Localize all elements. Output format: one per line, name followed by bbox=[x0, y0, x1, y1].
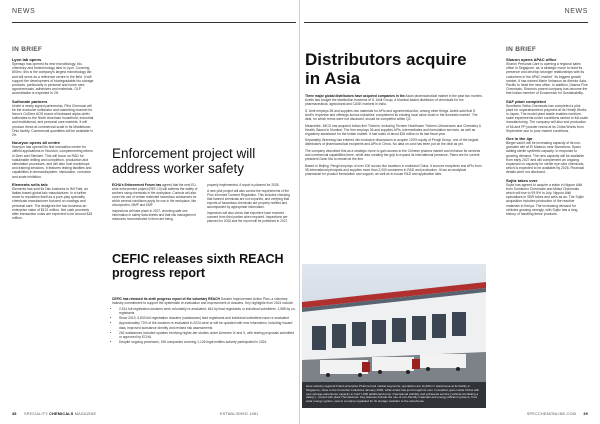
warehouse-photo bbox=[302, 264, 486, 382]
warehouse-illustration bbox=[302, 264, 486, 382]
brief-item-head: Gex in the 4pr bbox=[506, 136, 533, 142]
brief-item-text: Syensqo has opened its new microbiology, bio-chemistry and biotechnology labs in Lyon. Covering 800m², this is the company's largest microbiology lab and will serve as a reference centre in the field. It will support the development of biodegradable bio-storage products, particularly in personal and home care, agrochemicals, adhesives and materials. OLP accreditation is expected in 2H. bbox=[12, 62, 94, 96]
article-paragraph: Inspectors will also check that exporters have received consent from third parties when required. Inspections are planned for 2026 and the report will be published in 2027. bbox=[207, 211, 289, 223]
article-lead: CEFIC has released its sixth progress report of the voluntary REACH bbox=[112, 297, 220, 301]
list-item: • Despite ongoing processes, 196 companies covering 1,126 legal entities actively participated in 2024. bbox=[119, 340, 296, 344]
brief-item-head: Sharon opens APAC office bbox=[506, 57, 557, 62]
website-url: SPECCHEMONLINE.COM bbox=[526, 412, 576, 416]
header-rule bbox=[12, 22, 296, 23]
article-paragraph: Inspections will take place in 2027, checking safe use information in safety data sheets and that risk management measures recommended in them are being bbox=[112, 209, 196, 221]
article-lead: ECHA's Enforcement Forum has bbox=[112, 183, 162, 187]
brief-item-head: Nouryon opens all centre bbox=[12, 140, 61, 146]
brief-item-text: Nouryon has opened its first innovation centre for oilfield applications in Houston, complementing others in Deer and Stenden. This will focus on R&D for sustainable drilling and completion, production and stimulation processes, and will also host workshops and training sessions. It features testing facilities and capabilities in demand/system, stimulation, corrosion and scale inhibition. bbox=[12, 145, 93, 179]
list-item: • 2,514 full registration dossiers were voluntarily re-evaluated, 644 by lead registrants or individual submitters, 1,585 by co-registrants bbox=[119, 307, 296, 315]
article-text: Asian pharmaceutical market in the past two months. Azelis has bought the distribution business of S. Amit Group, a Mumbai-based distributor of chemicals for the pharmaceutical, agricultural and CASE markets in India. bbox=[305, 94, 483, 107]
article-paragraph: A new pilot project will also control the requirements of the Prior Informed Consent Regulation. This includes checking that banned chemicals are not exported, and verifying that exports of hazardous chemicals are properly notified and accompanied by appropriate information. bbox=[207, 189, 290, 209]
article-paragraph: Separately, Brenntag has entered into exclusive discussions to acquire 100% equity of Pengli Group, one of the largest distributors of pharmaceutical excipients and APIs in China. No data on cost has been put on the deal as yet. bbox=[305, 138, 479, 147]
enforcement-headline: Enforcement project will address worker safety bbox=[112, 146, 256, 176]
list-item: • Since 2019, 5,833 full registration dossiers (substances) lead registrants and individual submitters have re-evaluated bbox=[119, 316, 296, 320]
article-paragraph bbox=[112, 183, 201, 207]
article-column bbox=[112, 183, 201, 251]
right-in-brief bbox=[506, 46, 588, 218]
brief-item-text: Elements has sold its Talc business to IMI Fabi, an Italian-based global talc manufacturer, in a further move to reposition itself as a pure-play speciality chemicals manufacturer focused on coatings and personal care. The dealgives the talc business an enterprise value of $121 million. Net cash proceeds after transaction costs are expected to be around $18 million. bbox=[12, 186, 93, 221]
brief-item-head: Elements sells talc bbox=[12, 181, 48, 187]
page-number: 39 bbox=[583, 412, 588, 416]
brief-item-head: SAF plant completed bbox=[506, 98, 546, 104]
cefic-body bbox=[112, 297, 296, 345]
article-text: Dossier Improvement Action Plan, a voluntary industry commitment to support the systematic re-evaluation and improvement of dossiers. Key highlights from 2024 include: bbox=[112, 297, 294, 306]
brief-item-text: Under a newly signed partnership, Pilot Chemical will be the exclusive sulfonator and marketing channel for Nevo's CoZiere AOS brand of biobased alpha olefin sulfonates to the North American household, industrial and institutional, and personal care markets. It will produce these at commercial scale in its Middletown, Ohio facility. Commercial quantities will be available in 2H. bbox=[12, 103, 94, 138]
section-label: NEWS bbox=[564, 8, 588, 15]
list-item: • Approximately 73% of the dossiers re-evaluated in 2024 were or will be updated with new information, including hazard data, improved substance identity and revised risk assessments bbox=[119, 321, 296, 329]
page-number: 38 bbox=[12, 412, 17, 416]
brief-item-text: Biegel said it will be increasing capacity of its non-granules site at El Masnou near Barcelona, Spain, adding sterile synthetic capacity. In response to growing demand. The new capacity will be available from early 2027 and will complement an ongoing expansion in capacity for sterile eye care chemicals, which is expected to be available by 2026. Financial details were not disclosed. bbox=[506, 141, 585, 175]
distributors-body bbox=[305, 94, 483, 179]
highlights-list bbox=[112, 307, 296, 344]
brief-title: IN BRIEF bbox=[12, 46, 43, 53]
brief-item-head: Sojitz takes over bbox=[506, 177, 538, 183]
article-paragraph: S. Amit employs 38 and supplies raw materials for APIs and agrochemical AIs, among other things. Azelis said that S. Amit's 'expertise and offerings across industries' complement its existing local value chain in the domestic market'. The deal, for which terms were not disclosed, should be completed within Q2. bbox=[305, 108, 478, 121]
cefic-headline: CEFIC releases sixth REACH progress report bbox=[112, 252, 284, 280]
article-paragraph bbox=[305, 94, 483, 106]
list-item: • 262 substances included updates involving higher-tier studies under Annexes IX and X, with testing proposals submitted or approved by ECHA bbox=[119, 331, 296, 339]
distributors-headline: Distributors acquire in Asia bbox=[305, 50, 467, 88]
brief-title: IN BRIEF bbox=[506, 46, 537, 53]
article-text: agreed that the next EU-wide enforcement project (REF-13) will address the safety of workers using chemicals in the workplace. Controls will also cover the use of certain restricted hazardous substances for which several conditions apply for use in the workplace, like chloroprofen, MMP and DMF. bbox=[112, 183, 198, 207]
magazine-name: SPECIALITY CHEMICALS MAGAZINE bbox=[24, 412, 97, 416]
established-note: ESTABLISHED 1981 bbox=[220, 412, 259, 416]
header-rule bbox=[304, 22, 588, 23]
article-paragraph bbox=[112, 297, 296, 305]
article-column bbox=[207, 183, 296, 251]
brief-item-text: Sojitz has agreed to acquire a stake in Nippon Alkil from Sumitomo Chemicals and Mitsui Chemicals which will rise to 99.5% in July. Nippon Alkil specialises in SBR tubes and sells as an. The Sojitz acquisition includes production of the reactive materials in Kenya. The increasing demand for vehicles growing strongly, with Sojitz has a long history of handling these products. bbox=[506, 182, 584, 217]
article-paragraph: Based in Beijing, Pengli employs of over 100 across five locations in mainland China. It sources excipients and APIs from 35 international principals and supplies more than 2,000 customers in R&D and production. It has an analytical pharmacist for product formulation and support, as well as in-house R&D and application labs. bbox=[305, 163, 482, 176]
left-in-brief bbox=[12, 46, 94, 223]
brief-item-head: Lyon lab opens bbox=[12, 57, 42, 62]
section-label: NEWS bbox=[12, 8, 36, 15]
enforcement-body bbox=[112, 183, 296, 251]
article-paragraph: The company described this as a strategic move to gain access to the Chinese pharma market and enhance its services and commercial capabilities there, while also creating the grip to expand its international presence. Plans are for current president Dann Ma to remain at the firm. bbox=[305, 149, 481, 162]
article-paragraph: properly implemented. A report is planned for 2028. bbox=[207, 183, 280, 187]
brief-item-text: Sumitomo Seika Chemicals has completed a pilot plant for superabsorbent polymers at its Himeji Works in Japan. The model plant tackle enables medium-scale experiments under conditions similar to full-scale manufacturing. The company will also end production of Mi-and PP powder resins at its Chiba Works from September due to poor market conditions. bbox=[506, 103, 588, 133]
article-lead: Three major global distributors have acquired companies in the bbox=[305, 94, 405, 98]
photo-caption: Here industry regional brand-enterprise Pharma food market segments; operations are 11,000 m² warehouse at its facility in Singapore, close to the Kreischer-Industries January 2026, while Azelis has just brought its own. Innovation goes inside China with new storage-warehouse capacity to hold 7,000 additional drums. Operational visibility and enhanced service ('vehicle-circulating a safety') - turned with plant Thomascrest. Key features include the use of eco-friendly materials and energy-efficient systems, from solar energy system, seis to a unique regulated for its storage resistant to the warehouse. bbox=[302, 382, 486, 408]
brief-item-text: Sharon Personal Care is opening a regional sales office in Singapore, as 'a strategic move to build its presence and develop stronger relationships with its customers in the APAC market'. Its biggest growth market, it has named Marie Velasson as director Asia-Pacific to head the new office. In addition, Dasma Fine Chemicals, Sharon's parent company has become the first Indian member of Ecosensive for Sustainability. bbox=[506, 62, 588, 96]
article-paragraph: Meanwhile, IMCD has acquired Indian firm Trichem, including Trichem Healthcare Trichem Lifesciences and Chemistry & Health. Based in Mumbai. The firm employs 36 and supplies APIs, intermediates and formulation services, as well as regulatory assistance for the Indian market. It had sales of about $16 million in its last fiscal year. bbox=[305, 123, 482, 136]
brief-item-head: Sulfonate partners bbox=[12, 98, 48, 104]
